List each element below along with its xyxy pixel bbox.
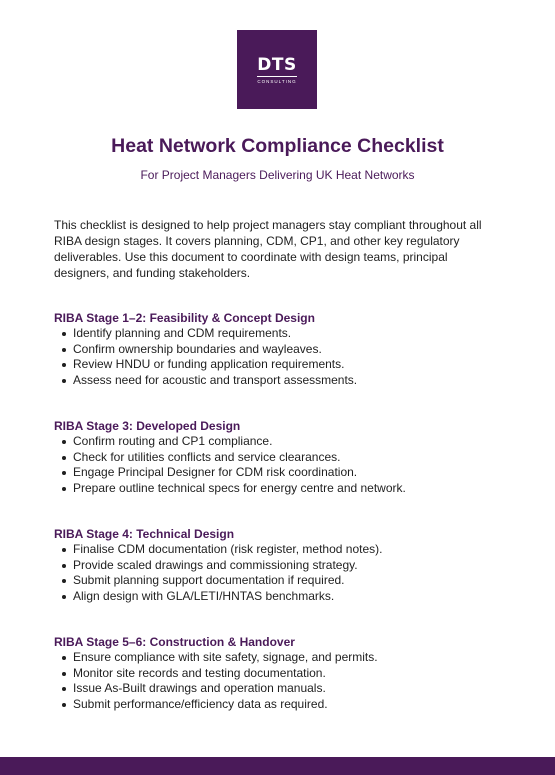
checklist-item: Check for utilities conflicts and service clearances. (73, 450, 514, 466)
checklist-item: Submit planning support documentation if required. (73, 573, 514, 589)
checklist-item: Issue As-Built drawings and operation manuals. (73, 681, 514, 697)
section-stage-4 (54, 526, 514, 604)
checklist-item: Assess need for acoustic and transport assessments. (73, 373, 514, 389)
logo-subtext: CONSULTING (257, 79, 297, 84)
checklist-item: Finalise CDM documentation (risk register, method notes). (73, 542, 514, 558)
checklist (54, 542, 514, 604)
section-heading: RIBA Stage 5–6: Construction & Handover (54, 635, 295, 649)
checklist-item: Confirm ownership boundaries and wayleaves. (73, 342, 514, 358)
checklist (54, 326, 514, 388)
section-heading: RIBA Stage 3: Developed Design (54, 419, 241, 433)
checklist-item: Ensure compliance with site safety, signage, and permits. (73, 650, 514, 666)
section-stage-3 (54, 418, 514, 496)
checklist-item: Monitor site records and testing documentation. (73, 666, 514, 682)
document-subtitle: For Project Managers Delivering UK Heat Networks (140, 168, 415, 182)
checklist-item: Engage Principal Designer for CDM risk coordination. (73, 465, 514, 481)
checklist-item: Prepare outline technical specs for energy centre and network. (73, 481, 514, 497)
section-heading: RIBA Stage 1–2: Feasibility & Concept Design (54, 311, 315, 325)
checklist-item: Confirm routing and CP1 compliance. (73, 434, 514, 450)
dts-logo (237, 30, 317, 109)
checklist (54, 650, 514, 712)
section-stage-5-6 (54, 634, 514, 712)
section-heading: RIBA Stage 4: Technical Design (54, 527, 235, 541)
checklist-item: Provide scaled drawings and commissioning strategy. (73, 558, 514, 574)
checklist-item: Align design with GLA/LETI/HNTAS benchmarks. (73, 589, 514, 605)
intro-paragraph: This checklist is designed to help project managers stay compliant throughout all RIBA design stages. It covers planning, CDM, CP1, and other key regulatory deliverables. Use this document to coordinate with design teams, principal designers, and funding stakeholders. (54, 218, 482, 280)
checklist (54, 434, 514, 496)
document-title: Heat Network Compliance Checklist (111, 135, 444, 157)
section-stage-1-2 (54, 310, 514, 388)
footer-bar (0, 757, 555, 775)
checklist-item: Identify planning and CDM requirements. (73, 326, 514, 342)
logo-text: DTS (257, 55, 297, 75)
logo-divider (257, 76, 297, 77)
checklist-item: Review HNDU or funding application requirements. (73, 357, 514, 373)
checklist-item: Submit performance/efficiency data as required. (73, 697, 514, 713)
